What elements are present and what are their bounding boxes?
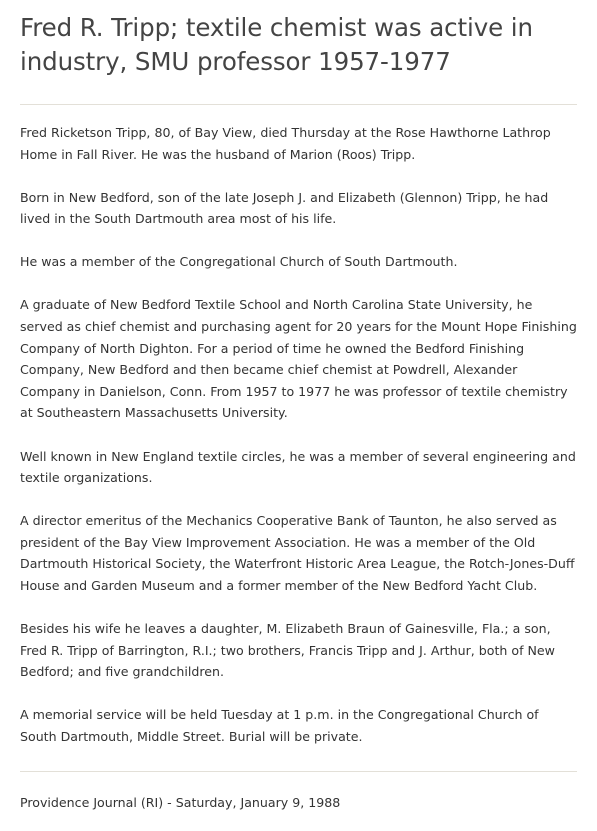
article-title: Fred R. Tripp; textile chemist was active in industry, SMU professor 1957-1977	[20, 13, 533, 76]
paragraph-civic: A director emeritus of the Mechanics Cooperative Bank of Taunton, he also served as president of the Bay View Improvement Association. He was a member of the Old Dartmouth Historical Society, the Waterfront Historic Area League, the Rotch-Jones-Duff House and Garden Museum and a former member of the New Bedford Yacht Club.	[20, 513, 575, 593]
paragraph-death-notice: Fred Ricketson Tripp, 80, of Bay View, died Thursday at the Rose Hawthorne Lathrop Home in Fall River. He was the husband of Marion (Roos) Tripp.	[20, 125, 551, 162]
paragraph-organizations: Well known in New England textile circles, he was a member of several engineering and textile organizations.	[20, 448, 576, 486]
paragraph-survivors: Besides his wife he leaves a daughter, M. Elizabeth Braun of Gainesville, Fla.; a son, Fred R. Tripp of Barrington, R.I.; two brothers, Francis Tripp and J. Arthur, both of New Bedford; and five grandchildren.	[20, 621, 555, 680]
source-citation: Providence Journal (RI) - Saturday, January 9, 1988	[20, 794, 341, 810]
paragraph-church: He was a member of the Congregational Church of South Dartmouth.	[20, 254, 458, 270]
paragraph-service: A memorial service will be held Tuesday at 1 p.m. in the Congregational Church of South Dartmouth, Middle Street. Burial will be private.	[20, 707, 539, 744]
paragraph-birth: Born in New Bedford, son of the late Joseph J. and Elizabeth (Glennon) Tripp, he had lived in the South Dartmouth area most of his life.	[20, 189, 549, 227]
paragraph-career: A graduate of New Bedford Textile School and North Carolina State University, he served as chief chemist and purchasing agent for 20 years for the Mount Hope Finishing Company of North Dighton. For a period of time he owned the Bedford Finishing Company, New Bedford and then became chief chemist at Powdrell, Alexander Company in Danielson, Conn. From 1957 to 1977 he was professor of textile chemistry at Southeastern Massachusetts University.	[20, 297, 577, 421]
article-body	[20, 105, 577, 748]
